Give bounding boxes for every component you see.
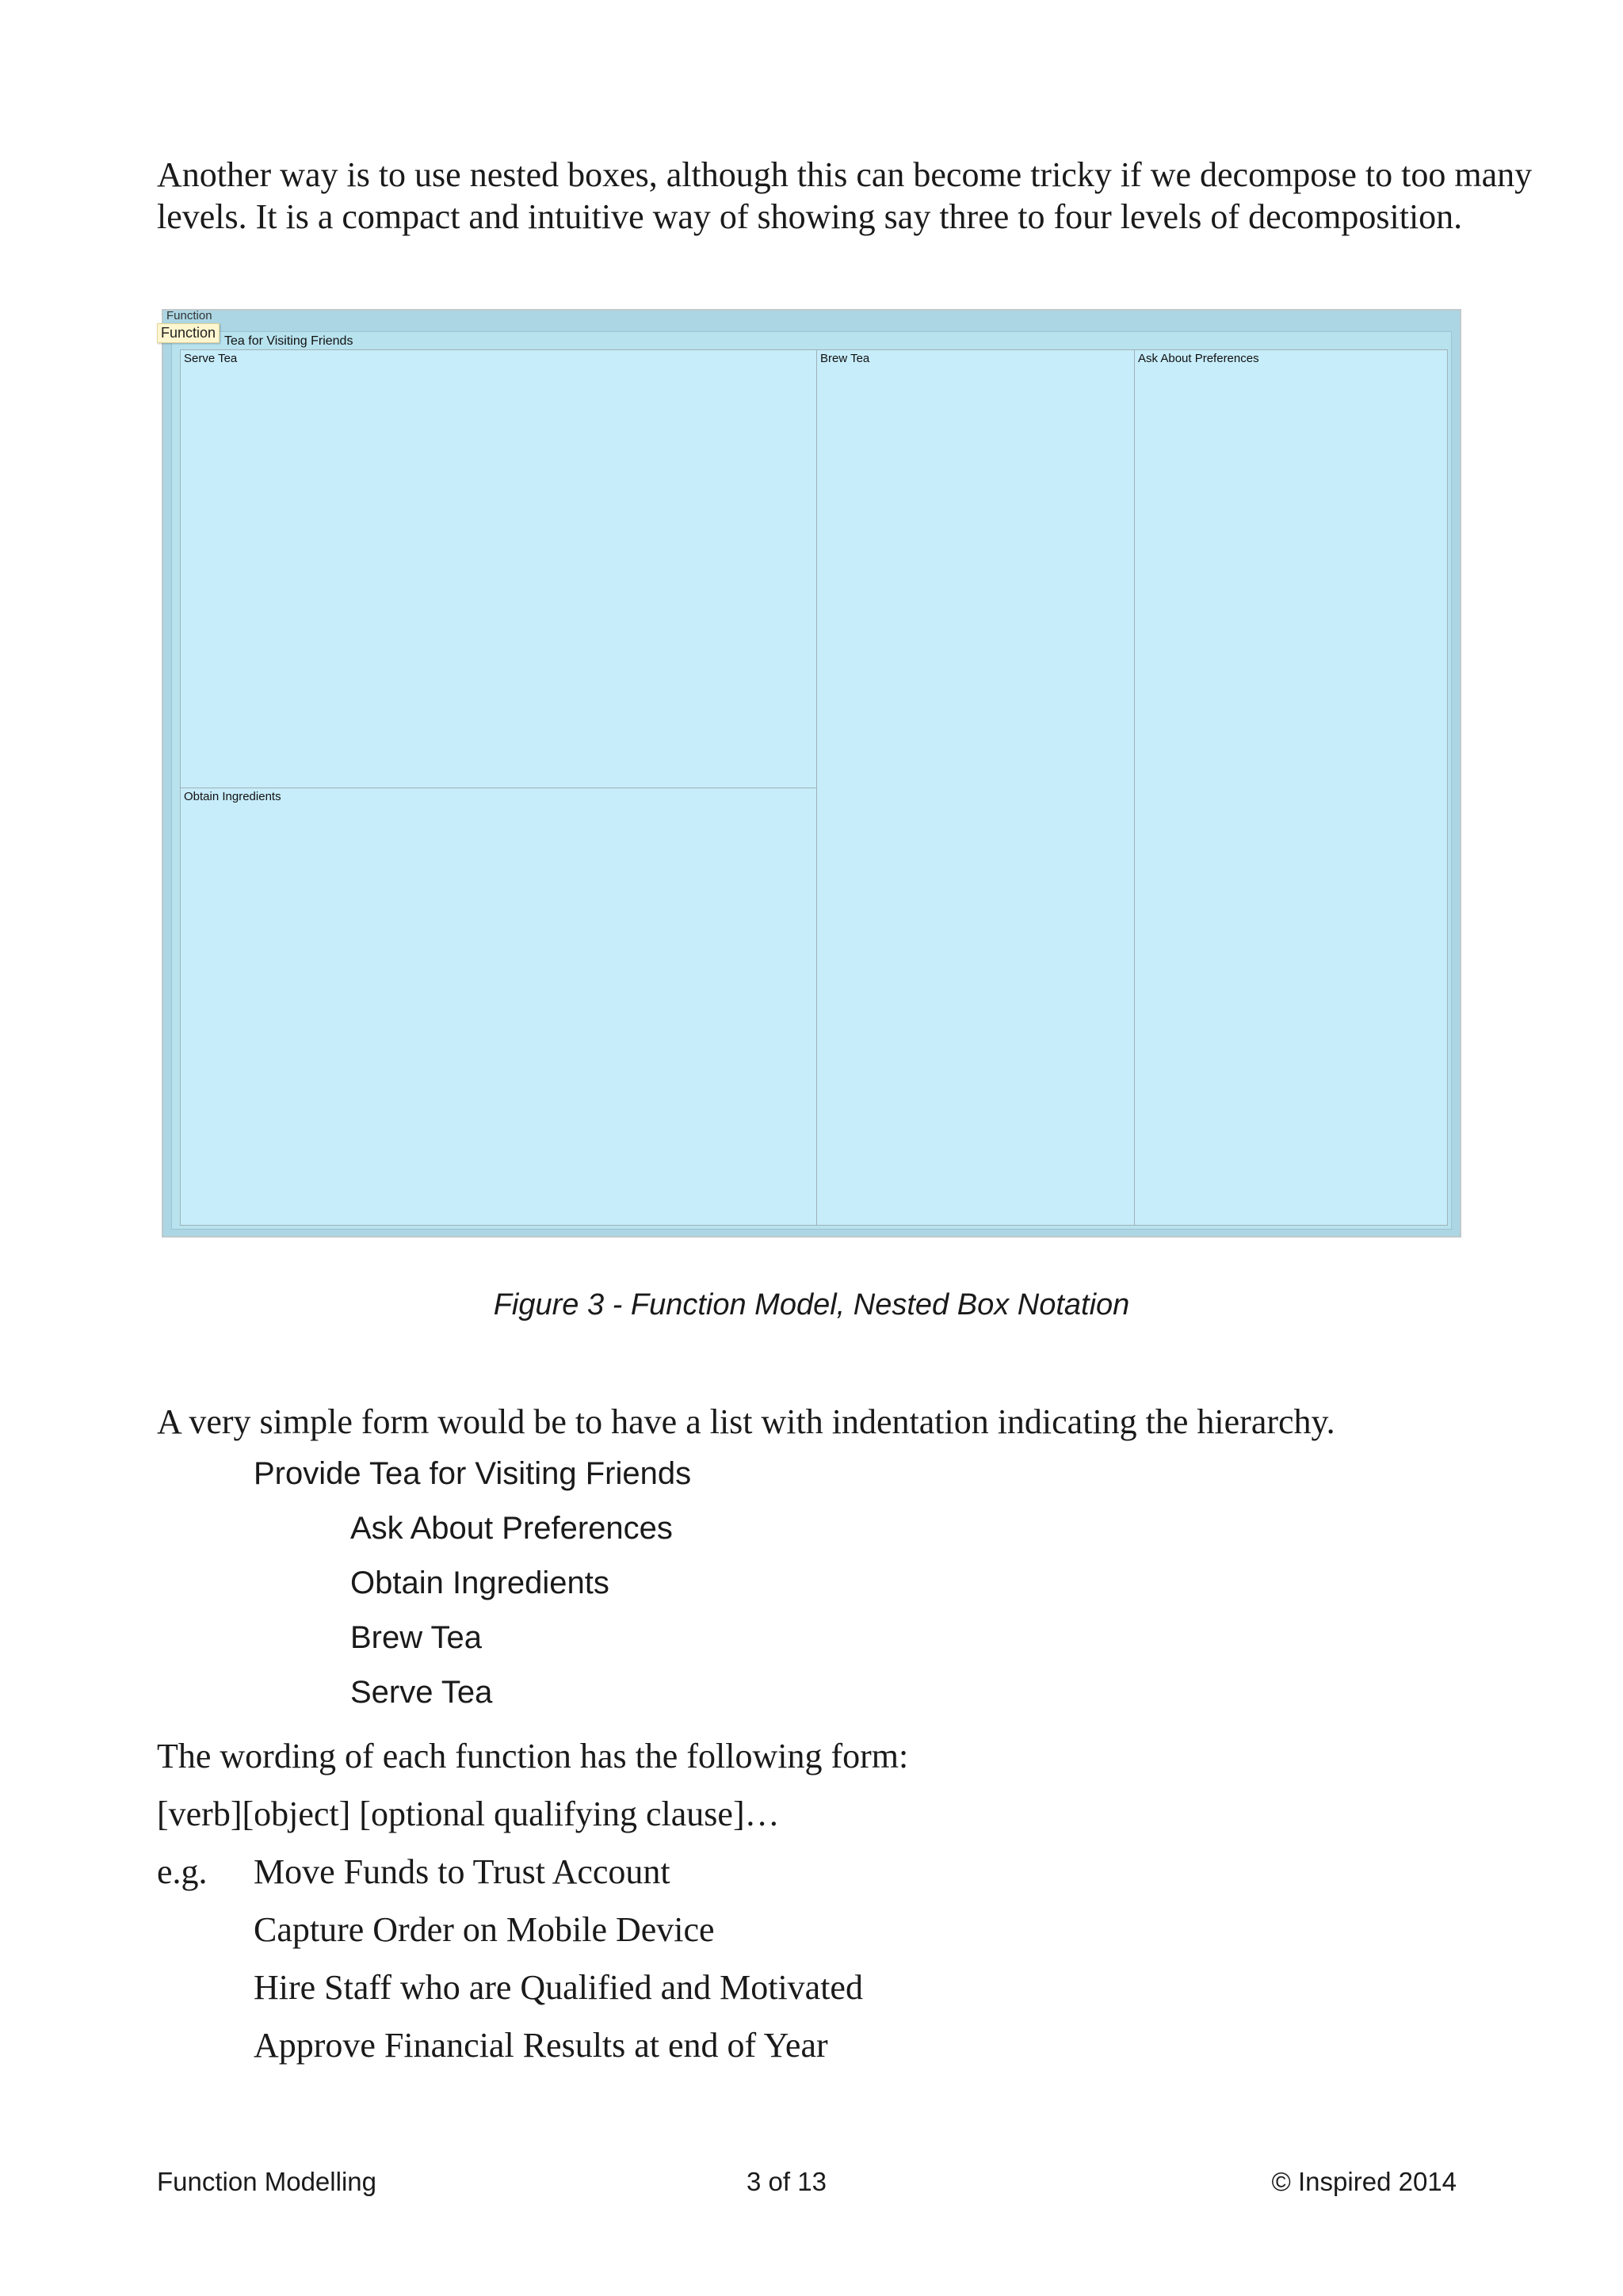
footer-copyright: © Inspired 2014 (1271, 2167, 1457, 2196)
function-tooltip-tag: Function (157, 323, 220, 343)
figure-type-label: Function (166, 309, 212, 322)
box-ask-about-preferences[interactable] (1134, 349, 1448, 1226)
intro-line-2: levels. It is a compact and intuitive way of showing say three to four levels of decomposition. (157, 197, 1463, 236)
box-brew-tea-title: Brew Tea (820, 352, 870, 365)
intro-line-1: Another way is to use nested boxes, although this can become tricky if we decompose to too many (157, 155, 1533, 194)
wording-intro-text: The wording of each function has the following form: (157, 1737, 909, 1775)
box-obtain-ingredients[interactable] (180, 788, 817, 1226)
box-brew-tea[interactable] (816, 349, 1135, 1226)
example-item: Capture Order on Mobile Device (254, 1910, 715, 1949)
wording-form-text: [verb][object] [optional qualifying clause]… (157, 1794, 780, 1833)
list-intro-text: A very simple form would be to have a list with indentation indicating the hierarchy. (157, 1402, 1335, 1441)
intro-paragraph (157, 154, 1533, 238)
hierarchy-root-item: Provide Tea for Visiting Friends (254, 1456, 692, 1491)
root-function-title: Tea for Visiting Friends (224, 334, 353, 348)
example-label: e.g. (157, 1852, 208, 1891)
box-serve-tea[interactable] (180, 349, 817, 788)
hierarchy-child-item: Obtain Ingredients (350, 1566, 609, 1600)
figure-caption: Figure 3 - Function Model, Nested Box Notation (493, 1288, 1130, 1322)
box-ask-about-preferences-title: Ask About Preferences (1138, 352, 1259, 365)
hierarchy-child-item: Ask About Preferences (350, 1511, 673, 1546)
footer-page-number: 3 of 13 (747, 2167, 827, 2196)
hierarchy-child-item: Brew Tea (350, 1620, 483, 1655)
box-obtain-ingredients-title: Obtain Ingredients (184, 790, 281, 803)
footer-document-title: Function Modelling (157, 2167, 376, 2196)
example-item: Hire Staff who are Qualified and Motivated (254, 1968, 863, 2007)
box-root-function[interactable] (171, 331, 1452, 1230)
box-serve-tea-title: Serve Tea (184, 352, 238, 365)
nested-box-figure (162, 309, 1461, 1238)
example-item: Approve Financial Results at end of Year (254, 2026, 828, 2065)
example-item: Move Funds to Trust Account (254, 1852, 670, 1891)
hierarchy-child-item: Serve Tea (350, 1675, 493, 1710)
